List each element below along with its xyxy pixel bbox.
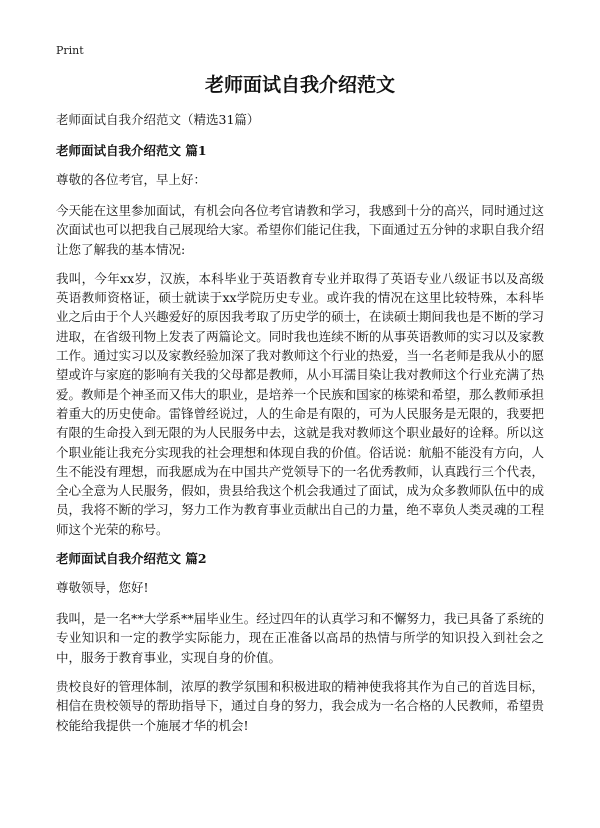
- print-label: Print: [56, 44, 84, 57]
- paragraph: 我叫，是一名**大学系**届毕业生。经过四年的认真学习和不懈努力，我已具备了系统的专业知识和一定的教学实际能力，现在正准备以高昂的热情与所学的知识投入到社会之中，服务于教育事业，实现自身的价值。: [56, 611, 544, 665]
- paragraph: 贵校良好的管理体制，浓厚的教学氛围和积极进取的精神使我将其作为自己的首选目标，相信在贵校领导的帮助指导下，通过自身的努力，我会成为一名合格的人民教师，希望贵校能给我提供一个施展才华的机会!: [56, 678, 544, 733]
- paragraph: 今天能在这里参加面试，有机会向各位考官请教和学习，我感到十分的高兴，同时通过这次面试也可以把我自己展现给大家。希望你们能记住我，下面通过五分钟的求职自我介绍让您了解我的基本情况:: [56, 203, 544, 257]
- document-subtitle: 老师面试自我介绍范文（精选31篇）: [56, 112, 260, 127]
- section-greeting: 尊敬的各位考官，早上好：: [56, 172, 207, 187]
- paragraph: 我叫，今年xx岁，汉族，本科毕业于英语教育专业并取得了英语专业八级证书以及高级英语教师资格证，硕士就读于xx学院历史专业。或许我的情况在这里比较特殊，本科毕业之后由于个人兴趣爱好的原因我考取了历史学的硕士，在读硕士期间我也是不断的学习进取，在省级刊物上发表了两篇论文。同时我也连续不断的从事英语教师的实习以及家教工作。通过实习以及家教经验加深了我对教师这个行业的热爱，当一名老师是我从小的愿望或许与家庭的影响有关我的父母都是教师，从小耳濡目染让我对教师这个行业充满了热爱。教师是个神圣而又伟大的职业，是培养一个民族和国家的栋梁和希望，那么教师承担着重大的历史使命。雷锋曾经说过，人的生命是有限的，可为人民服务是无限的，我要把有限的生命投入到无限的为人民服务中去，这就是我对教师这个职业最好的诠释。所以这个职业能让我充分实现我的社会理想和体现自我的价值。俗话说：航船不能没有方向，人生不能没有理想，而我愿成为在中国共产党领导下的一名优秀教师，认真践行三个代表，全心全意为人民服务，假如，贵县给我这个机会我通过了面试，成为众多教师队伍中的成员，我将不断的学习，努力工作为教育事业贡献出自己的力量，绝不辜负人类灵魂的工程师这个光荣的称号。: [56, 270, 544, 537]
- document-title: 老师面试自我介绍范文: [204, 74, 395, 96]
- section-heading: 老师面试自我介绍范文 篇1: [56, 143, 207, 158]
- section-1: [56, 141, 544, 539]
- section-heading: 老师面试自我介绍范文 篇2: [56, 551, 207, 567]
- section-2: [56, 549, 544, 735]
- section-greeting: 尊敬领导，您好!: [56, 580, 149, 596]
